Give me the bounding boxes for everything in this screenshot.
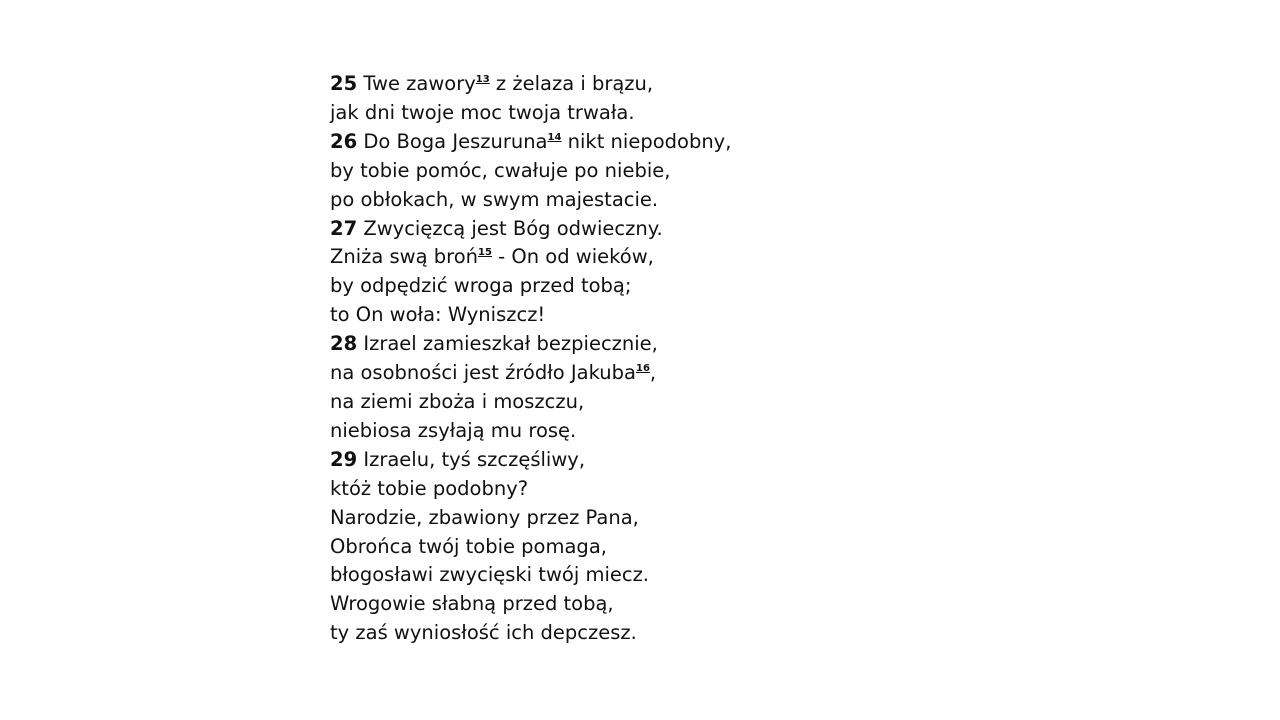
verse-number: 27 — [330, 216, 358, 240]
text-line: ty zaś wyniosłość ich depczesz. — [330, 621, 637, 645]
text-line: jak dni twoje moc twoja trwała. — [330, 100, 635, 124]
verse-26-line-1: 26 Do Boga Jeszuruna$^{14}$ nikt niepodobny, — [330, 129, 732, 153]
verse-27-line-1: 27 Zwycięzcą jest Bóg odwieczny. — [330, 216, 663, 240]
verse-number: 26 — [330, 129, 358, 153]
verse-29-line-1: 29 Izraelu, tyś szczęśliwy, — [330, 447, 586, 471]
text-line: Wrogowie słabną przed tobą, — [330, 592, 614, 616]
text-line: błogosławi zwycięski twój miecz. — [330, 563, 650, 587]
text-line: niebiosa zsyłają mu rosę. — [330, 418, 577, 442]
text-line: na ziemi zboża i moszczu, — [330, 389, 585, 413]
verse-28-line-1: 28 Izrael zamieszkał bezpiecznie, — [330, 332, 658, 356]
text-line: Narodzie, zbawiony przez Pana, — [330, 505, 639, 529]
verse-25-line-1: 25 Twe zawory$^{13}$ z żelaza i brązu, — [330, 72, 654, 95]
footnote-ref[interactable]: 13 — [475, 74, 490, 85]
text-line: by odpędzić wroga przed tobą; — [330, 274, 632, 298]
verse-number: 28 — [330, 332, 358, 356]
text-line: Obrońca twój tobie pomaga, — [330, 534, 607, 558]
text-line: to On woła: Wyniszcz! — [330, 303, 546, 327]
verse-number: 29 — [330, 447, 358, 471]
text-line: po obłokach, w swym majestacie. — [330, 187, 659, 211]
text-line: na osobności jest źródło Jakuba$^{16}$, — [330, 361, 657, 385]
verse-number: 25 — [330, 72, 358, 95]
text-line: Zniża swą broń$^{15}$ - On od wieków, — [330, 245, 654, 269]
text-line: by tobie pomóc, cwałuje po niebie, — [330, 158, 671, 182]
scripture-text — [330, 70, 731, 648]
footnote-ref[interactable]: 16 — [636, 363, 650, 375]
text-line: któż tobie podobny? — [330, 476, 529, 500]
footnote-ref[interactable]: 15 — [478, 247, 492, 259]
footnote-ref[interactable]: 14 — [547, 131, 562, 143]
